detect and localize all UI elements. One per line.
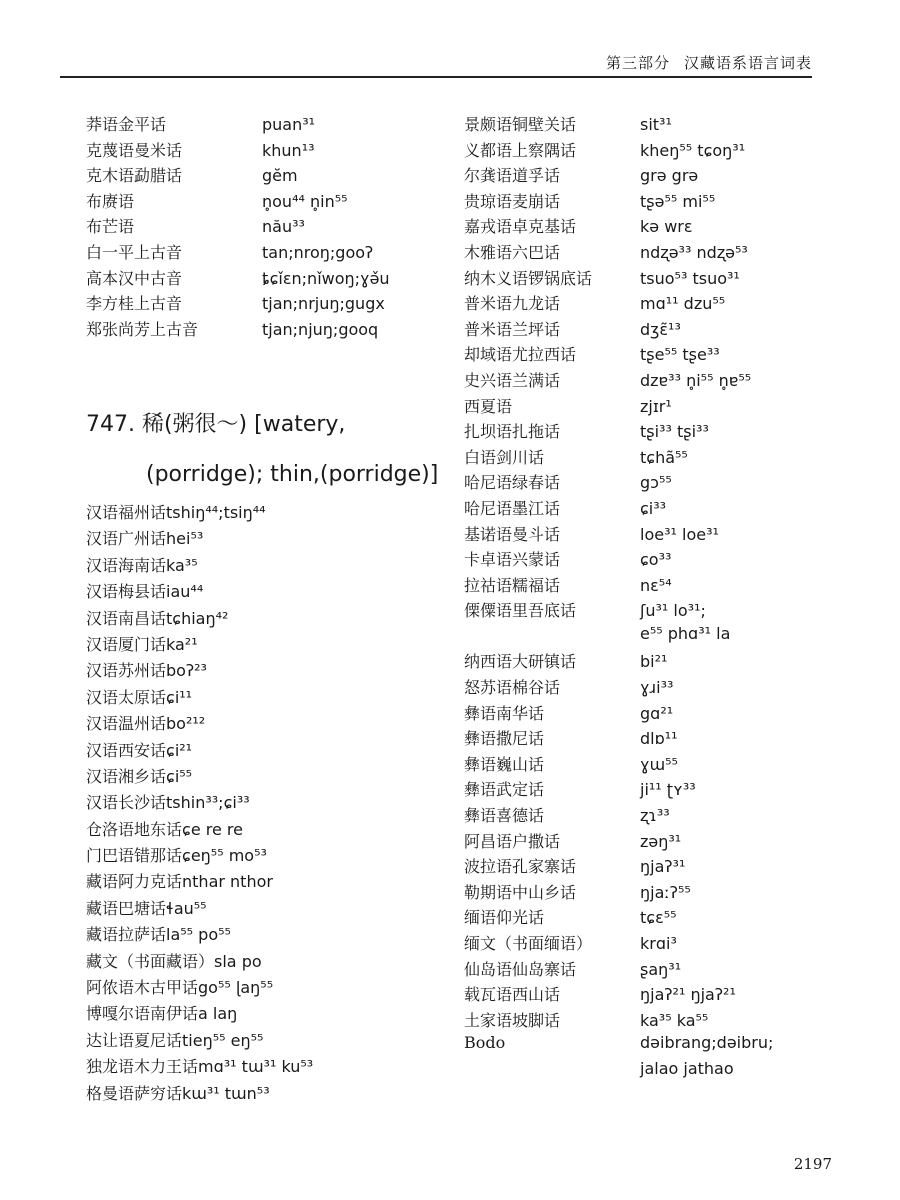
word-form: ŋjaʔ²¹ ŋjaʔ²¹ xyxy=(640,985,736,1005)
word-row xyxy=(86,685,446,711)
language-name: 缅文（书面缅语） xyxy=(464,934,593,953)
word-row xyxy=(464,445,864,471)
language-name: 彝语南华话 xyxy=(464,703,545,723)
language-name: 克木语勐腊话 xyxy=(86,166,183,186)
word-form: puan³¹ xyxy=(262,115,316,134)
language-name: 土家语坡脚话 xyxy=(464,1010,561,1030)
word-row xyxy=(464,1008,864,1034)
word-row xyxy=(464,931,864,957)
word-row xyxy=(464,982,864,1008)
word-row xyxy=(86,975,446,1001)
word-row xyxy=(464,649,864,675)
language-name: 彝语武定话 xyxy=(464,780,545,800)
word-form: gɑ²¹ xyxy=(640,703,674,723)
word-form: ɣɹi³³ xyxy=(640,678,674,698)
language-name: 李方桂上古音 xyxy=(86,294,183,314)
language-name: 汉语厦门话 xyxy=(86,634,167,654)
language-name: 普米语兰坪话 xyxy=(464,319,561,339)
word-row xyxy=(464,675,864,701)
language-name: Bodo xyxy=(464,1033,506,1053)
word-form: n̥ou⁴⁴ n̥in⁵⁵ xyxy=(262,191,348,211)
language-name: 史兴语兰满话 xyxy=(464,370,561,390)
word-form: bo²¹² xyxy=(166,714,206,734)
word-row xyxy=(464,624,864,650)
word-form: loe³¹ loe³¹ xyxy=(640,524,719,544)
word-row xyxy=(464,214,864,240)
word-form: ɕo³³ xyxy=(640,550,672,570)
word-form: ɕe re re xyxy=(182,819,243,839)
word-form: nɛ⁵⁴ xyxy=(640,575,672,595)
word-row xyxy=(86,606,446,632)
language-name: 达让语夏尼话 xyxy=(86,1030,183,1050)
language-name: 纳木义语锣锅底话 xyxy=(464,268,593,288)
word-row xyxy=(86,1001,446,1027)
word-form: ndʐə³³ ndʐə⁵³ xyxy=(640,242,748,262)
language-name: 扎坝语扎拖话 xyxy=(464,422,561,442)
word-row xyxy=(86,138,446,164)
word-row xyxy=(86,869,446,895)
language-name: 哈尼语绿春话 xyxy=(464,473,561,493)
language-name: 嘉戎语卓克基话 xyxy=(464,217,577,237)
word-row xyxy=(464,880,864,906)
word-form: dʒɛ̃¹³ xyxy=(640,319,681,339)
word-form: tshin³³;ɕi³³ xyxy=(166,793,250,813)
language-name: 汉语广州话 xyxy=(86,529,167,549)
language-name: 汉语海南话 xyxy=(86,555,167,575)
word-form: boʔ²³ xyxy=(166,661,207,681)
language-name: 高本汉中古音 xyxy=(86,268,183,288)
word-form: ɬau⁵⁵ xyxy=(166,898,207,918)
word-form: mɑ³¹ tɯ³¹ ku⁵³ xyxy=(198,1057,314,1077)
word-row xyxy=(464,573,864,599)
language-name: 西夏语 xyxy=(464,396,513,416)
word-form: tʂe⁵⁵ tʂe³³ xyxy=(640,345,720,365)
word-form: tjan;njuŋ;gooq xyxy=(262,319,379,339)
language-name: 藏语拉萨话 xyxy=(86,925,167,945)
word-row xyxy=(464,957,864,983)
word-row xyxy=(464,752,864,778)
word-row xyxy=(464,138,864,164)
word-form: mɑ¹¹ dzu⁵⁵ xyxy=(640,294,726,314)
word-row xyxy=(86,526,446,552)
word-form: dzɐ³³ n̥i⁵⁵ n̥ɐ⁵⁵ xyxy=(640,370,752,390)
language-name: 汉语温州话 xyxy=(86,714,167,734)
word-row xyxy=(86,843,446,869)
word-form: ʃu³¹ lo³¹; xyxy=(640,601,706,621)
word-form: e⁵⁵ phɑ³¹ la xyxy=(640,623,731,643)
word-form: tjan;nrjuŋ;gugx xyxy=(262,294,385,314)
word-row xyxy=(464,342,864,368)
language-name: 汉语南昌话 xyxy=(86,608,167,628)
word-form: ɕi³³ xyxy=(640,498,667,518)
word-row xyxy=(464,317,864,343)
word-form: khun¹³ xyxy=(262,140,315,160)
word-form: ŋjaʔ³¹ xyxy=(640,857,686,877)
word-row xyxy=(464,1033,864,1059)
language-name: 彝语撒尼话 xyxy=(464,729,545,749)
language-name: 卡卓语兴蒙话 xyxy=(464,550,561,570)
language-name: 汉语太原话 xyxy=(86,687,167,707)
word-row xyxy=(464,829,864,855)
word-form: ɕeŋ⁵⁵ mo⁵³ xyxy=(182,846,267,866)
word-row xyxy=(86,922,446,948)
word-row xyxy=(86,579,446,605)
word-row xyxy=(464,291,864,317)
word-form: tɕɛ⁵⁵ xyxy=(640,908,677,928)
word-row xyxy=(464,522,864,548)
word-row xyxy=(464,547,864,573)
language-name: 仙岛语仙岛寨话 xyxy=(464,959,577,979)
header-part: 第三部分 xyxy=(605,54,670,72)
word-form: tɕhiaŋ⁴² xyxy=(166,608,229,628)
language-name: 阿昌语户撒话 xyxy=(464,831,561,851)
word-row xyxy=(86,1081,446,1107)
word-row xyxy=(464,470,864,496)
language-name: 门巴语错那话 xyxy=(86,846,183,866)
language-name: 尔龚语道孚话 xyxy=(464,166,561,186)
word-row xyxy=(464,240,864,266)
word-row xyxy=(86,632,446,658)
language-name: 汉语福州话 xyxy=(86,503,167,522)
word-row xyxy=(86,658,446,684)
word-row xyxy=(86,738,446,764)
word-form: jalao jathao xyxy=(640,1058,734,1078)
word-row xyxy=(464,394,864,420)
word-form: hei⁵³ xyxy=(166,529,204,549)
left-top-list xyxy=(86,112,446,342)
right-list xyxy=(464,112,864,1085)
word-row xyxy=(464,163,864,189)
running-header xyxy=(606,52,812,73)
word-form: ji¹¹ ʈʏ³³ xyxy=(640,780,696,800)
header-rule xyxy=(60,76,812,78)
language-name: 莽语金平话 xyxy=(86,115,167,134)
word-row xyxy=(464,368,864,394)
word-form: go⁵⁵ ɭaŋ⁵⁵ xyxy=(198,978,274,998)
word-row xyxy=(464,803,864,829)
word-form: kə wrɛ xyxy=(640,217,693,237)
header-title: 汉藏语系语言词表 xyxy=(683,54,812,72)
word-row xyxy=(464,726,864,752)
word-form: tʂi³³ tʂi³³ xyxy=(640,422,709,442)
word-form: tʂə⁵⁵ mi⁵⁵ xyxy=(640,191,716,211)
word-row xyxy=(464,112,864,138)
word-row xyxy=(464,1059,864,1085)
language-name: 木雅语六巴话 xyxy=(464,242,561,262)
word-row xyxy=(86,291,446,317)
word-form: ŋjaːʔ⁵⁵ xyxy=(640,882,691,902)
language-name: 布芒语 xyxy=(86,217,135,237)
word-form: tsuo⁵³ tsuo³¹ xyxy=(640,268,740,288)
word-form: ɕi¹¹ xyxy=(166,687,193,707)
word-row xyxy=(86,896,446,922)
language-name: 普米语九龙话 xyxy=(464,294,561,314)
word-row xyxy=(86,553,446,579)
language-name: 哈尼语墨江话 xyxy=(464,498,561,518)
language-name: 波拉语孔家寨话 xyxy=(464,857,577,877)
word-row xyxy=(86,163,446,189)
word-row xyxy=(86,112,446,138)
language-name: 拉祜语糯福话 xyxy=(464,575,561,595)
word-form: sit³¹ xyxy=(640,115,672,134)
language-name: 格曼语萨穷话 xyxy=(86,1083,183,1103)
word-row xyxy=(464,701,864,727)
word-form: ɕi²¹ xyxy=(166,740,193,760)
language-name: 汉语湘乡话 xyxy=(86,766,167,786)
language-name: 怒苏语棉谷话 xyxy=(464,678,561,698)
word-row xyxy=(86,764,446,790)
word-row xyxy=(86,214,446,240)
word-row xyxy=(464,905,864,931)
word-form: ka³⁵ xyxy=(166,555,198,575)
language-name: 义都语上察隅话 xyxy=(464,140,577,160)
word-form: ka²¹ xyxy=(166,634,198,654)
language-name: 景颇语铜壁关话 xyxy=(464,115,577,134)
word-form: gɔ⁵⁵ xyxy=(640,473,672,493)
language-name: 傈僳语里吾底话 xyxy=(464,601,577,621)
word-row xyxy=(464,419,864,445)
language-name: 博嘎尔语南伊话 xyxy=(86,1004,199,1024)
language-name: 白一平上古音 xyxy=(86,242,183,262)
word-form: zjɪr¹ xyxy=(640,396,672,416)
entry-heading-line1: 747. 稀(粥很～) [watery, xyxy=(86,412,346,437)
language-name: 却域语尤拉西话 xyxy=(464,345,577,365)
word-form: dəibrang;dəibru; xyxy=(640,1033,774,1053)
word-form: kɯ³¹ tɯn⁵³ xyxy=(182,1083,270,1103)
language-name: 白语剑川话 xyxy=(464,447,545,467)
word-form: ɣɯ⁵⁵ xyxy=(640,754,678,774)
language-name: 基诺语曼斗话 xyxy=(464,524,561,544)
language-name: 汉语苏州话 xyxy=(86,661,167,681)
entry-heading-line2: (porridge); thin,(porridge)] xyxy=(146,462,439,487)
word-form: grə grə xyxy=(640,166,699,186)
word-row xyxy=(464,189,864,215)
word-form: dlɒ¹¹ xyxy=(640,729,678,749)
language-name: 载瓦语西山话 xyxy=(464,985,561,1005)
word-form: sla po xyxy=(214,951,262,971)
word-row xyxy=(86,711,446,737)
page-number: 2197 xyxy=(793,1155,832,1173)
word-row xyxy=(464,854,864,880)
word-form: tieŋ⁵⁵ eŋ⁵⁵ xyxy=(182,1030,264,1050)
language-name: 藏语巴塘话 xyxy=(86,898,167,918)
word-row xyxy=(86,949,446,975)
word-form: ka³⁵ ka⁵⁵ xyxy=(640,1010,709,1030)
word-row xyxy=(86,317,446,343)
word-row xyxy=(86,240,446,266)
word-row xyxy=(86,266,446,292)
word-form: tan;nroŋ;gooʔ xyxy=(262,242,374,262)
language-name: 布赓语 xyxy=(86,191,135,211)
word-form: bi²¹ xyxy=(640,652,668,672)
language-name: 独龙语木力王话 xyxy=(86,1057,199,1077)
word-form: tɕhã⁵⁵ xyxy=(640,447,688,467)
word-form: iau⁴⁴ xyxy=(166,582,204,602)
language-name: 克蔑语曼米话 xyxy=(86,140,183,160)
word-row xyxy=(464,266,864,292)
word-row xyxy=(86,1054,446,1080)
language-name: 彝语巍山话 xyxy=(464,754,545,774)
language-name: 汉语西安话 xyxy=(86,740,167,760)
word-row xyxy=(464,496,864,522)
word-row xyxy=(464,777,864,803)
language-name: 藏语阿力克话 xyxy=(86,872,183,892)
word-form: ɕi⁵⁵ xyxy=(166,766,193,786)
word-row xyxy=(86,790,446,816)
word-row xyxy=(86,817,446,843)
language-name: 藏文（书面藏语） xyxy=(86,951,215,971)
word-form: ʂaŋ³¹ xyxy=(640,959,682,979)
word-form: nthar nthor xyxy=(182,872,273,892)
word-form: ʐɿ³³ xyxy=(640,806,670,826)
language-name: 汉语梅县话 xyxy=(86,582,167,602)
language-name: 阿侬语木古甲话 xyxy=(86,978,199,998)
language-name: 纳西语大研镇话 xyxy=(464,652,577,672)
word-form: gĕm xyxy=(262,166,298,186)
word-form: krɑi³ xyxy=(640,934,677,953)
language-name: 勒期语中山乡话 xyxy=(464,882,577,902)
word-form: a laŋ xyxy=(198,1004,238,1024)
word-form: zəŋ³¹ xyxy=(640,831,682,851)
word-row xyxy=(86,500,446,526)
word-row xyxy=(86,1028,446,1054)
language-name: 缅语仰光话 xyxy=(464,908,545,928)
language-name: 彝语喜德话 xyxy=(464,806,545,826)
language-name: 仓洛语地东话 xyxy=(86,819,183,839)
word-form: nău³³ xyxy=(262,217,305,237)
language-name: 郑张尚芳上古音 xyxy=(86,319,199,339)
word-form: ȶɕǐɛn;nǐwoŋ;ɣǝ̌u xyxy=(262,268,390,288)
entry-heading xyxy=(86,400,446,500)
word-form: tshiŋ⁴⁴;tsiŋ⁴⁴ xyxy=(166,503,266,522)
word-row xyxy=(464,598,864,624)
language-name: 汉语长沙话 xyxy=(86,793,167,813)
word-form: la⁵⁵ po⁵⁵ xyxy=(166,925,231,945)
word-form: kheŋ⁵⁵ tɕoŋ³¹ xyxy=(640,140,746,160)
left-main-list xyxy=(86,500,446,1107)
word-row xyxy=(86,189,446,215)
language-name: 贵琼语麦崩话 xyxy=(464,191,561,211)
